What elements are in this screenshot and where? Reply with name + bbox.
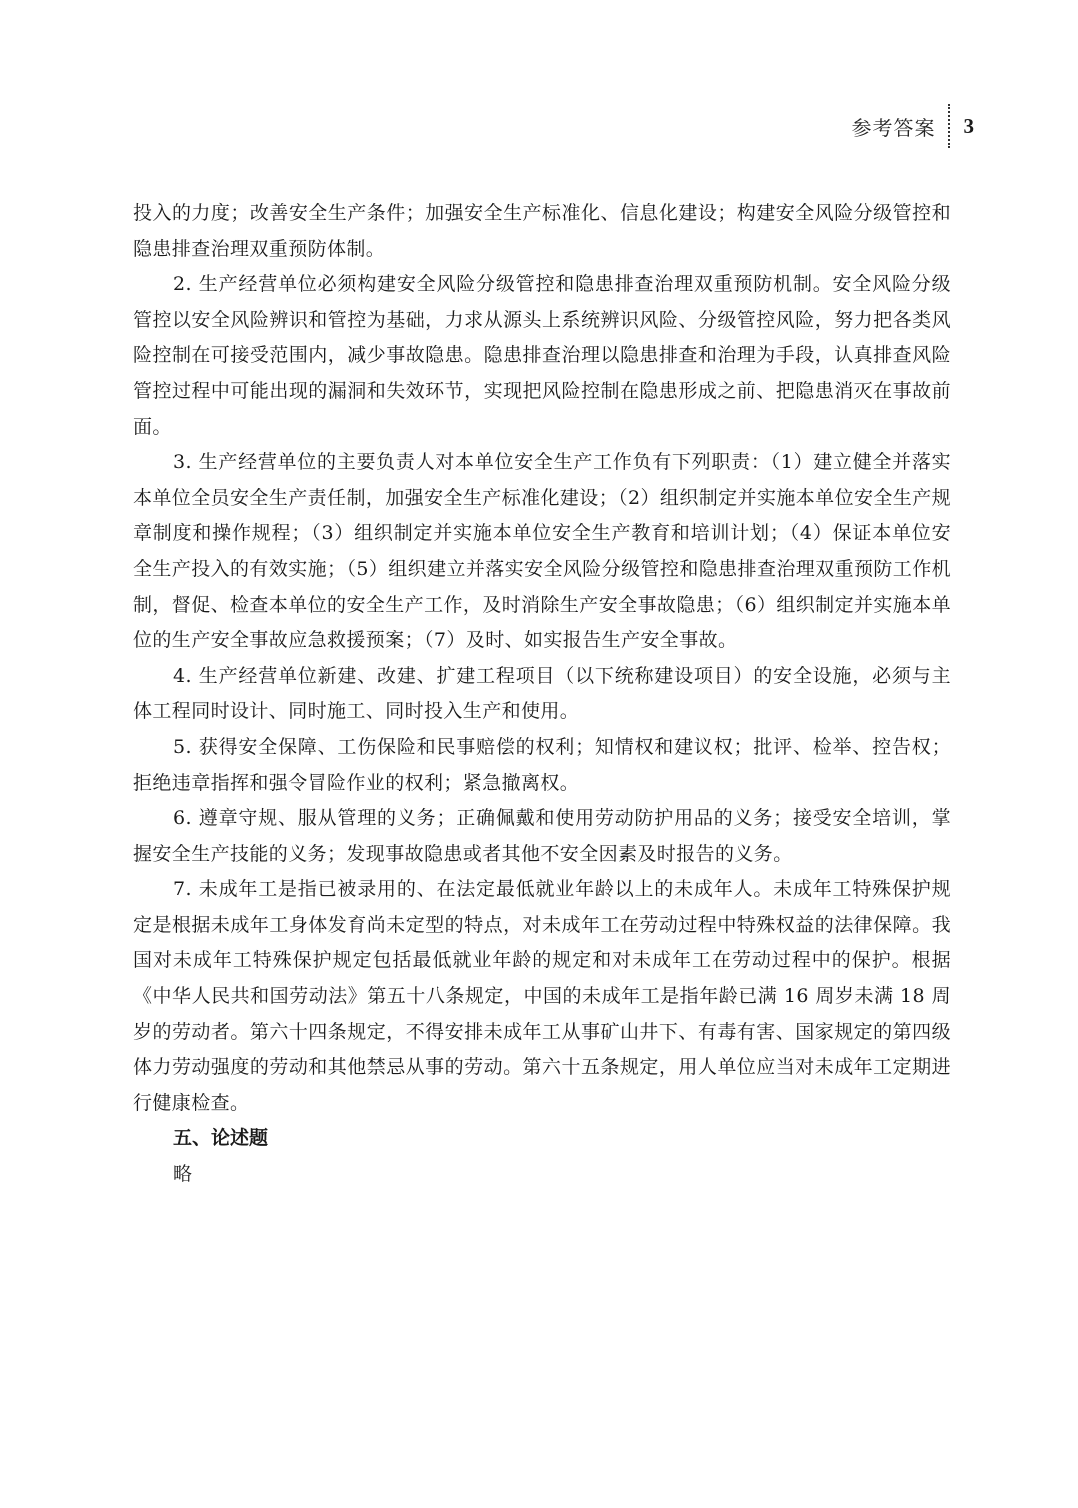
section-body-omitted: 略	[173, 1163, 193, 1186]
answer-item-4: 4. 生产经营单位新建、改建、扩建工程项目（以下统称建设项目）的安全设施，必须与主体工程同时设计、同时施工、同时投入生产和使用。	[133, 664, 951, 723]
answer-item-3: 3. 生产经营单位的主要负责人对本单位安全生产工作负有下列职责：（1）建立健全并落实本单位全员安全生产责任制，加强安全生产标准化建设；（2）组织制定并实施本单位安全生产规章制度和操作规程；（3）组织制定并实施本单位安全生产教育和培训计划；（4）保证本单位安全生产投入的有效实施；（5）组织建立并落实安全风险分级管控和隐患排查治理双重预防工作机制，督促、检查本单位的安全生产工作，及时消除生产安全事故隐患；（6）组织制定并实施本单位的生产安全事故应急救援预案；（7）及时、如实报告生产安全事故。	[133, 451, 951, 652]
paragraph-continuation: 投入的力度；改善安全生产条件；加强安全生产标准化、信息化建设；构建安全风险分级管控和隐患排查治理双重预防体制。	[133, 202, 951, 260]
answer-item-2: 2. 生产经营单位必须构建安全风险分级管控和隐患排查治理双重预防机制。安全风险分级管控以安全风险辨识和管控为基础，力求从源头上系统辨识风险、分级管控风险，努力把各类风险控制在可接受范围内，减少事故隐患。隐患排查治理以隐患排查和治理为手段，认真排查风险管控过程中可能出现的漏洞和失效环节，实现把风险控制在隐患形成之前、把隐患消灭在事故前面。	[133, 273, 951, 438]
running-header-title: 参考答案	[851, 115, 936, 140]
header-divider	[948, 104, 950, 148]
section-heading-essay: 五、论述题	[173, 1127, 269, 1150]
answer-item-7: 7. 未成年工是指已被录用的、在法定最低就业年龄以上的未成年人。未成年工特殊保护规定是根据未成年工身体发育尚未定型的特点，对未成年工在劳动过程中特殊权益的法律保障。我国对未成年工特殊保护规定包括最低就业年龄的规定和对未成年工在劳动过程中的保护。根据《中华人民共和国劳动法》第五十八条规定，中国的未成年工是指年龄已满 16 周岁未满 18 周岁的劳动者。第六十四条规定，不得安排未成年工从事矿山井下、有毒有害、国家规定的第四级体力劳动强度的劳动和其他禁忌从事的劳动。第六十五条规定，用人单位应当对未成年工定期进行健康检查。	[133, 878, 951, 1114]
page-number: 3	[963, 113, 974, 138]
page-header	[852, 104, 975, 148]
answer-item-6: 6. 遵章守规、服从管理的义务；正确佩戴和使用劳动防护用品的义务；接受安全培训，掌握安全生产技能的义务；发现事故隐患或者其他不安全因素及时报告的义务。	[133, 807, 951, 865]
page-body	[133, 196, 951, 1193]
answer-item-5: 5. 获得安全保障、工伤保险和民事赔偿的权利；知情权和建议权；批评、检举、控告权；拒绝违章指挥和强令冒险作业的权利；紧急撤离权。	[133, 735, 951, 794]
